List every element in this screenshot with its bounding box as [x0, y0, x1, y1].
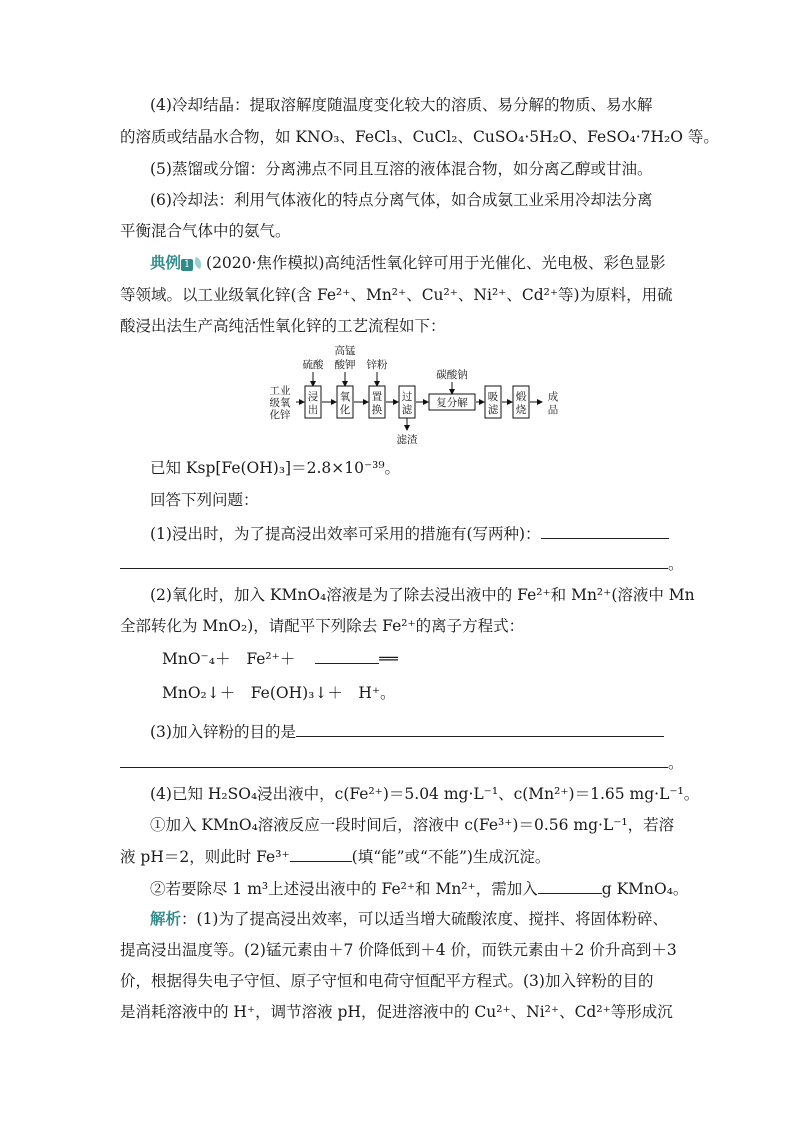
- q2-line1: (2)氧化时，加入 KMnO₄溶液是为了除去浸出液中的 Fe²⁺和 Mn²⁺(溶液中 Mn: [150, 586, 695, 604]
- q4-a-line2: [120, 845, 550, 868]
- q4-b-pre: ②若要除尽 1 m³上述浸出液中的 Fe²⁺和 Mn²⁺，需加入: [150, 880, 538, 898]
- q2-eq2: MnO₂↓＋ Fe(OH)₃↓＋ H⁺。: [162, 684, 396, 702]
- solution-line4: 是消耗溶液中的 H⁺，调节溶液 pH，促进溶液中的 Cu²⁺、Ni²⁺、Cd²⁺等形成沉: [120, 1003, 673, 1021]
- q1-line: [150, 522, 669, 545]
- q1-line2: 。: [120, 552, 684, 575]
- q1-answer-blank-2[interactable]: [120, 552, 668, 569]
- q4-a-post: (填“能”或“不能”)生成沉淀。: [351, 848, 551, 866]
- q4-a-line1: ①加入 KMnO₄溶液反应一段时间后，溶液中 c(Fe³⁺)＝0.56 mg·L⁻¹，若溶: [150, 816, 675, 834]
- example-line2: 等领域。以工业级氧化锌(含 Fe²⁺、Mn²⁺、Cu²⁺、Ni²⁺、Cd²⁺等)为原料，用硫: [120, 286, 673, 304]
- solution-line2: 提高浸出温度等。(2)锰元素由＋7 价降低到＋4 价，而铁元素由＋2 价升高到＋3: [120, 941, 677, 959]
- item6-line1: (6)冷却法：利用气体液化的特点分离气体，如合成氨工业采用冷却法分离: [150, 191, 653, 209]
- step-oxidize: 氧: [339, 391, 351, 403]
- reagent-zinc: 锌粉: [366, 359, 388, 371]
- eq1-mno4: MnO⁻₄＋: [162, 650, 231, 668]
- svg-text:换: 换: [371, 404, 383, 416]
- q3-answer-blank-2[interactable]: [120, 751, 668, 768]
- q3-line: [150, 720, 664, 743]
- q4-a-pre: 液 pH＝2，则此时 Fe³⁺: [120, 848, 290, 866]
- svg-text:品: 品: [547, 404, 559, 416]
- q4-line1: (4)已知 H₂SO₄浸出液中，c(Fe²⁺)＝5.04 mg·L⁻¹、c(Mn²⁺)＝1.65 mg·L⁻¹。: [150, 785, 700, 803]
- answer-prompt: 回答下列问题：: [150, 491, 259, 509]
- item4-line1: (4)冷却结晶：提取溶解度随温度变化较大的溶质、易分解的物质、易水解: [150, 96, 653, 114]
- q3-line2: 。: [120, 751, 684, 774]
- residue-label: 滤渣: [396, 434, 418, 446]
- q4-b-line: [150, 877, 688, 900]
- item4-line2: 的溶质或结晶水合物，如 KNO₃、FeCl₃、CuCl₂、CuSO₄·5H₂O、FeSO₄·7H₂O 等。: [120, 128, 719, 146]
- svg-text:烧: 烧: [515, 404, 527, 416]
- solution-line1: [150, 908, 668, 930]
- example-label: 典例: [150, 253, 182, 272]
- leaf-icon: [193, 257, 204, 269]
- reagent-oxidant: 高锰: [334, 345, 356, 357]
- step-replace: 置: [371, 391, 383, 403]
- item5: (5)蒸馏或分馏：分离沸点不同且互溶的液体混合物，如分离乙醇或甘油。: [150, 160, 653, 178]
- known-ksp: 已知 Ksp[Fe(OH)₃]＝2.8×10⁻³⁹。: [150, 459, 401, 477]
- q2-line2: 全部转化为 MnO₂)，请配平下列除去 Fe²⁺的离子方程式：: [120, 617, 525, 635]
- step-leach: 浸: [307, 391, 319, 403]
- svg-text:出: 出: [307, 404, 319, 416]
- eq1-blank[interactable]: [315, 647, 379, 664]
- svg-text:化锌: 化锌: [269, 409, 291, 421]
- reagent-acid: 硫酸: [302, 359, 324, 371]
- q4-a-blank[interactable]: [290, 845, 352, 862]
- process-flowchart: [265, 342, 565, 452]
- example-number-badge: 1: [181, 259, 193, 271]
- q1-answer-blank[interactable]: [541, 522, 669, 539]
- reagent-carbonate: 碳酸钠: [436, 369, 468, 381]
- q3-answer-blank[interactable]: [296, 720, 664, 737]
- svg-text:酸钾: 酸钾: [334, 359, 356, 371]
- solution-text1: ：(1)为了提高浸出效率，可以适当增大硫酸浓度、搅拌、将固体粉碎、: [181, 910, 668, 928]
- raw-material-label: 工业: [269, 385, 291, 397]
- q2-eq1: [162, 647, 398, 670]
- step-double: 复分解: [436, 397, 468, 409]
- svg-text:级氧: 级氧: [269, 397, 291, 409]
- q3-text: (3)加入锌粉的目的是: [150, 723, 296, 741]
- svg-text:化: 化: [339, 404, 351, 416]
- step-suction: 吸: [487, 391, 499, 403]
- example-text: (2020·焦作模拟)高纯活性氧化锌可用于光催化、光电极、彩色显影: [206, 254, 666, 272]
- q4-b-post: g KMnO₄。: [601, 880, 689, 898]
- step-calcine: 煅: [515, 391, 527, 403]
- eq1-equals: ══: [379, 650, 398, 668]
- solution-label: 解析: [150, 909, 182, 928]
- item6-line2: 平衡混合气体中的氨气。: [120, 222, 291, 240]
- svg-text:滤: 滤: [401, 404, 413, 416]
- product-label: 成: [547, 391, 559, 403]
- solution-line3: 价，根据得失电子守恒、原子守恒和电荷守恒配平方程式。(3)加入锌粉的目的: [120, 972, 654, 990]
- q4-b-blank[interactable]: [538, 877, 602, 894]
- q1-text: (1)浸出时，为了提高浸出效率可采用的措施有(写两种)：: [150, 525, 541, 543]
- example-line1: [150, 252, 666, 274]
- example-line3: 酸浸出法生产高纯活性氧化锌的工艺流程如下：: [120, 317, 446, 335]
- svg-text:滤: 滤: [487, 404, 499, 416]
- step-filter: 过: [401, 391, 413, 403]
- eq1-fe: Fe²⁺＋: [246, 650, 296, 668]
